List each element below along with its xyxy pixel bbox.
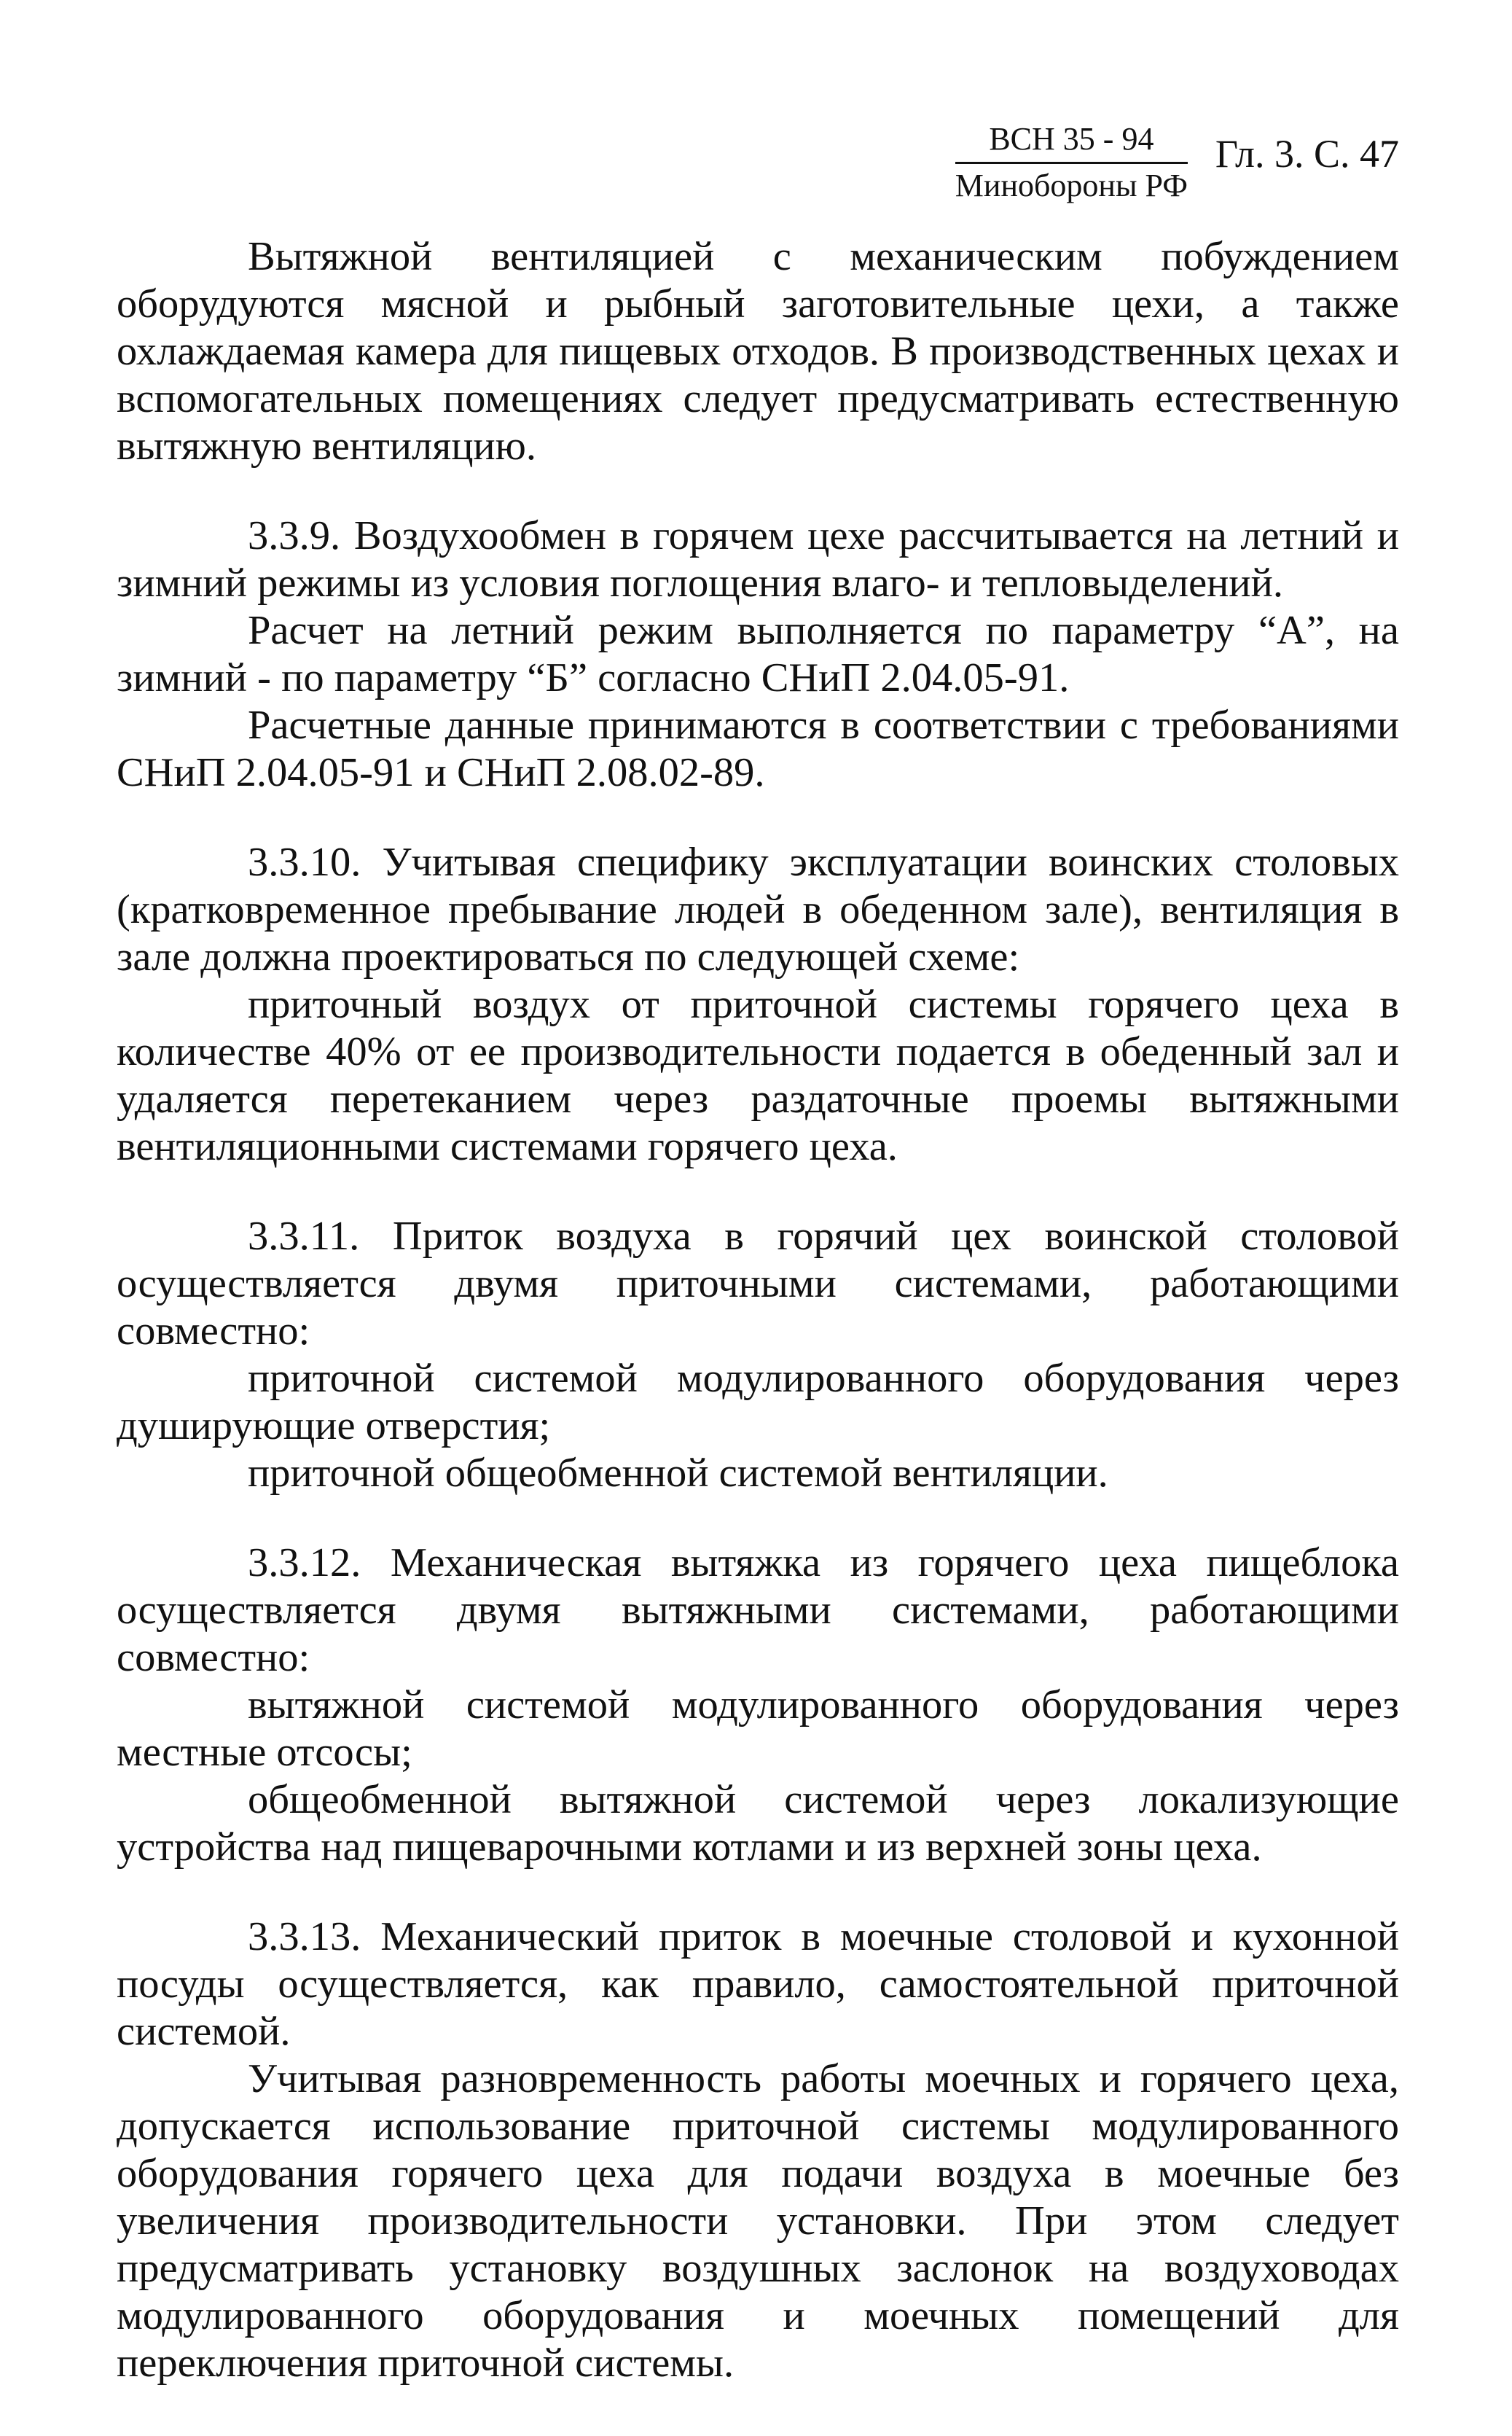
chapter-page-number: Гл. 3. С. 47 — [1215, 132, 1399, 176]
document-page — [117, 109, 1399, 2387]
paragraph-calc-data: Расчетные данные принимаются в соответствии с требованиями СНиП 2.04.05-91 и СНиП 2.08.02-89. — [117, 703, 1399, 795]
paragraph-supply-general: приточной общеобменной системой вентиляции. — [248, 1451, 1108, 1496]
page-header — [117, 109, 1399, 233]
paragraph-washing-supply: Учитывая разновременность работы моечных и горячего цеха, допускается использование приточной системы модулированного оборудования горячего цеха для подачи воздуха в моечные без увеличения производительности установки. При этом следует предусматривать установку воздушных заслонок на воздуховодах модулированного оборудования и моечных помещений для переключения приточной системы. — [117, 2056, 1399, 2386]
paragraph-3-3-12: 3.3.12. Механическая вытяжка из горячего цеха пищеблока осуществляется двумя вытяжными системами, работающими совместно: — [117, 1540, 1399, 1680]
paragraph-exhaust-general: общеобменной вытяжной системой через локализующие устройства над пищеварочными котлами и из верхней зоны цеха. — [117, 1777, 1399, 1870]
document-organization: Минобороны РФ — [955, 167, 1188, 203]
document-designation — [955, 120, 1188, 206]
paragraph-supply-air-scheme: приточный воздух от приточной системы горячего цеха в количестве 40% от ее производительности подается в обеденный зал и удаляется перетеканием через раздаточные проемы вытяжными вентиляционными системами горячего цеха. — [117, 982, 1399, 1169]
paragraph-supply-modulated: приточной системой модулированного оборудования через душирующие отверстия; — [117, 1356, 1399, 1448]
document-code: ВСН 35 - 94 — [955, 120, 1188, 164]
paragraph-3-3-11: 3.3.11. Приток воздуха в горячий цех воинской столовой осуществляется двумя приточными системами, работающими совместно: — [117, 1214, 1399, 1354]
paragraph-3-3-13: 3.3.13. Механический приток в моечные столовой и кухонной посуды осуществляется, как правило, самостоятельной приточной системой. — [117, 1914, 1399, 2054]
paragraph-calc-modes: Расчет на летний режим выполняется по параметру “А”, на зимний - по параметру “Б” согласно СНиП 2.04.05-91. — [117, 608, 1399, 700]
paragraph-intro-exhaust: Вытяжной вентиляцией с механическим побуждением оборудуются мясной и рыбный заготовительные цехи, а также охлаждаемая камера для пищевых отходов. В производственных цехах и вспомогательных помещениях следует предусматривать естественную вытяжную вентиляцию. — [117, 234, 1399, 469]
paragraph-3-3-10: 3.3.10. Учитывая специфику эксплуатации воинских столовых (кратковременное пребывание людей в обеденном зале), вентиляция в зале должна проектироваться по следующей схеме: — [117, 840, 1399, 980]
document-body — [117, 233, 1399, 2387]
paragraph-3-3-9: 3.3.9. Воздухообмен в горячем цехе рассчитывается на летний и зимний режимы из условия поглощения влаго- и тепловыделений. — [117, 513, 1399, 606]
paragraph-exhaust-modulated: вытяжной системой модулированного оборудования через местные отсосы; — [117, 1682, 1399, 1775]
